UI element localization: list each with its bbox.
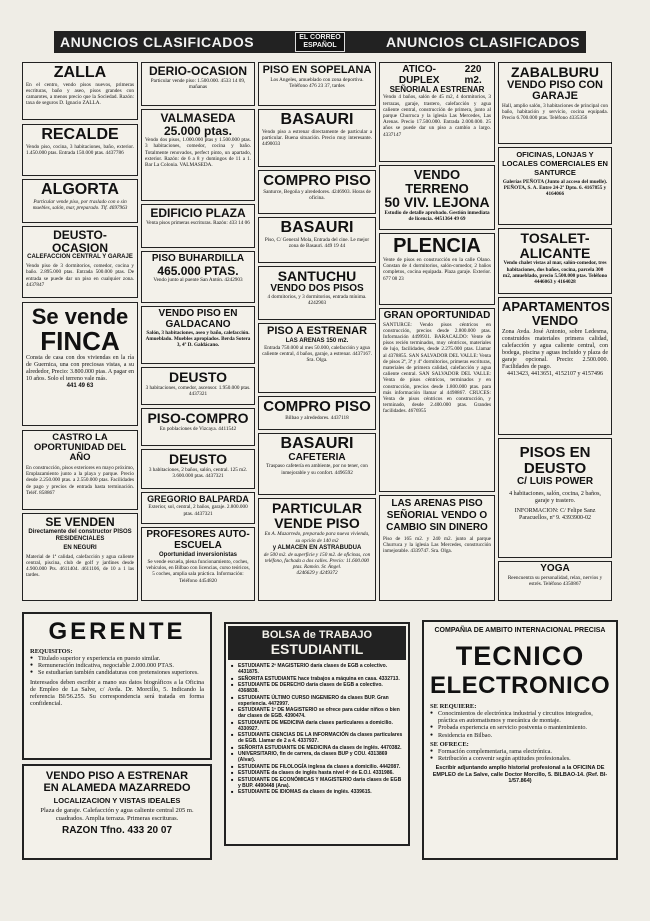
ad-subtitle: CALEFACCION CENTRAL Y GARAJE <box>27 254 133 261</box>
ad-title: DEUSTO-OCASION <box>51 228 108 255</box>
ad-body: Bilbao y alrededores. 4437118 <box>285 414 349 421</box>
ad-edificio-plaza <box>141 204 255 248</box>
ad-body: Vendo junto al puente San Antón. 4242903 <box>153 277 243 284</box>
ad-body: Reencuentra su personalidad, relax, nervios y estrés. Teléfono 4350867 <box>507 574 603 587</box>
ad-body: Los Angeles, amueblado con zona deportiva. Teléfono 476 23 37, tardes <box>270 76 364 89</box>
ad-title: BASAURI <box>280 219 354 236</box>
ad-req-label: REQUISITOS: <box>30 648 73 655</box>
ad-body: Piso de 165 m2. y 240 m2. junto al parque Churruca y la iglesia Las Mercedes, construcción inmejorable. 4339747. Sra. Olga. <box>383 536 491 555</box>
ad-title: TECNICO <box>455 641 585 671</box>
ad-compro-piso-2 <box>258 396 376 430</box>
list-item: ■ ESTUDIANTE ÚLTIMO CURSO INGENIERO da clases BUP. Gran experiencia. 4472997. <box>231 695 403 707</box>
ad-title: GRAN OPORTUNIDAD <box>383 310 491 321</box>
ad-particular <box>258 498 376 601</box>
ad-deusto-power <box>498 438 612 558</box>
ad-size: 220 m2. <box>464 64 482 86</box>
ad-algorta <box>22 179 138 223</box>
ad-title: VENDO PISO EN GALDACANO <box>158 308 238 330</box>
ad-subtitle: LAS ARENAS 150 m2. <box>285 337 349 344</box>
ad-body: Interesados deben escribir a mano sus datos biográficos a la Oficina de Empleo de La Salve, c/ Avda. Dr. Morcillo, 5. Indicando la referencia BI/56.255. Su correspondencia será tratada en forma confidencial. <box>30 678 204 708</box>
ad-phone: 4246629 y 4249372 <box>296 570 338 577</box>
ad-body: Escribir adjuntando amplio historial profesional a la OFICINA DE EMPLEO de La Salve, calle Doctor Morcillo, 5. BILBAO-14. (Ref. BI-1/57.864) <box>432 765 608 785</box>
ad-body: 4 dormitorios, y 3 dormitorios, entrada mínima. 4242903 <box>267 294 367 307</box>
ad-deusto-2 <box>141 449 255 489</box>
ad-body: 4 habitaciones, salón, cocina, 2 baños, garaje y trastero. <box>509 491 601 504</box>
ad-subtitle: CAFETERIA <box>288 451 346 463</box>
ad-subtitle: y ALMACEN EN ASTRABUDUA <box>272 544 362 551</box>
requirement-item: ● Probada experiencia en servicio postventa o mantenimiento. <box>430 724 610 731</box>
ad-buhardilla <box>141 251 255 303</box>
ad-body: 3 habitaciones, 2 baños, salón, central. 125 m2. 3.600.000 ptas. 4437321 <box>148 466 248 479</box>
list-item: ■ ESTUDIANTE 2º MAGISTERIO daría clases de EGB a colectivo. 4431875. <box>231 663 403 675</box>
ad-profesores <box>141 527 255 601</box>
ad-oficinas <box>498 147 612 225</box>
ad-body: Se vende escuela, plena funcionamiento, coches, vehículos, en Bilbao con licencias, curso teóricos, 5 coches, amplia sala práctica. Información: Teléfono 4454820 <box>146 559 250 584</box>
ad-body: Estudio de detalle aprobado. Gestión inmediata de licencia. 4451364 49 69 <box>384 209 490 223</box>
ad-title-row <box>383 65 491 86</box>
list-item: ■ UNIVERSITARIO, fin de carrera, da clases BUP y COU. 4313869 (Alvar). <box>231 751 403 763</box>
offer-item: ● Retribución a convenir según aptitudes profesionales. <box>430 755 610 762</box>
ad-body: Traspaso cafetería en ambiente, por no tener, con inmejorable y su confort. 4496592 <box>266 463 368 476</box>
ad-body: Vendo 4 baños, salón de 45 m2, 4 dormitorios, 3 terrazas, garaje, trastero, calefacción y agua caliente central, construcción de primera, junto al parque Churruca y la iglesia Las Mercedes, Las Arenas. Precio 17.500.000. Entrada 2.000.000. 25 años se puede dar un piso a cambio a largo. 4337147 <box>383 94 491 138</box>
list-item: ■ ESTUDIANTE DE MEDICINA daría clases particulares a domicilio. 4330927. <box>231 720 403 732</box>
ad-body: SANTURCE: Vendo pisos céntricos en construcción, precios desde 2.800.000 ptas. Información 4499931. BARACALDO: Vente de pisos recién terminados, muy céntricos, materiales de lujo, facilidades, desde 2.275.000 ptas. Llamar al 4378855. SAN SALVADOR DEL VALLE: Venta de pisos 2ª, 3ª y 4º dormitorios, primeras escrituras, materiales de primera calidad, calefacción y agua caliente central. SAN SALVADOR DEL VALLE: Venta de pisos céntricos, terminados y en construcción, precios desde 1.800.000 ptas. para más información llamar al 4498867. CRUCES: Venta de pisos céntricos en construcción, y terminado, desde 2.400.000 ptas. Grandes facilidades. 4676955 <box>383 321 491 415</box>
ad-zabalburu <box>498 62 612 144</box>
tecnico-offers <box>430 748 610 762</box>
offer-item: ● Formación complementaria, rama electrónica. <box>430 748 610 755</box>
ad-body: 3 habitaciones, comedor, ascensor. 1.950.000 ptas. 4437321 <box>145 384 251 397</box>
ad-price: 25.000 ptas. <box>163 123 233 138</box>
ad-title: ZABALBURU <box>511 64 599 80</box>
ad-body: En el centro, vendo pisos nuevos, primeras escrituras, baño y aseo, pisos grandes con camarotes, a menos precio que la Sociedad. Razón: taxa de seguros D. Ignacio ZALLA. <box>26 81 134 107</box>
ad-piso-estrenar <box>258 323 376 393</box>
ad-subtitle: LOCALIZACION Y VISTAS IDEALES <box>53 796 181 805</box>
ad-deusto-ocasion <box>22 226 138 298</box>
list-item: ■ SEÑORITA ESTUDIANTE hace trabajos a máquina en casa. 4332713. <box>231 676 403 682</box>
ad-title: DERIO-OCASION <box>148 64 247 78</box>
ad-title: DEUSTO <box>168 369 228 385</box>
ad-title: COMPRO PISO <box>263 398 371 415</box>
ad-subtitle: Oportunidad inversionistas <box>158 552 237 558</box>
ad-body: Vendo piso de 3 dormitorios, comedor, cocina y baño. 2.895.000 ptas. Entrada 500.000 ptas. De entrada se puede dar un piso en cualquier zona. 4437847 <box>26 263 134 288</box>
ad-terreno <box>379 165 495 230</box>
ad-subtitle: VENDO DOS PISOS <box>270 282 364 294</box>
ad-title: SE VENDEN <box>45 515 115 529</box>
ad-title-2: ESTUDIANTIL <box>270 641 364 657</box>
ad-derio <box>141 62 255 106</box>
ad-body: Salón, 3 habitaciones, aseo y baño, calefacción. Amueblado. Muebles apropiados. Berda Sotera 3, 4º D. Galdácano. <box>145 330 251 349</box>
ad-piso-compro <box>141 408 255 446</box>
ad-title: VENDO PISO A ESTRENAR <box>45 770 189 782</box>
ad-title: Se vende <box>31 304 129 329</box>
ad-subtitle: C/ LUIS POWER <box>516 475 594 487</box>
ad-gran-oportunidad <box>379 308 495 492</box>
ad-phone: RAZON Tfno. 433 20 07 <box>61 825 173 836</box>
ad-gregorio <box>141 492 255 524</box>
ad-body: Vendo chalet vistas al mar, salón-comedor, tres habitaciones, dos baños, cocina, parcela 300 m2, amueblado, precio 5.500.000 ptas. Teléfono 4446063 y 4164028 <box>502 260 608 285</box>
requirement-item: ● Residencia en Bilbao. <box>430 732 610 739</box>
list-item: ■ ESTUDIANTE DE ECONÓMICAS Y MAGISTERIO daría clases de EGB y BUP. 4490448 (Ana). <box>231 777 403 789</box>
tecnico-requirements <box>430 710 610 739</box>
ad-title: GERENTE <box>48 618 186 645</box>
list-item: ■ ESTUDIANTE DE IDIOMAS da clases de inglés. 4339615. <box>231 789 403 795</box>
ad-galdacano <box>141 306 255 364</box>
ad-title: RECALDE <box>41 126 119 143</box>
ad-subtitle: SEÑORIAL A ESTRENAR <box>389 85 485 94</box>
ad-body: Vendo piso a estrenar directamente de particular a particular. Buena situación. Precio muy interesante. 4490033 <box>262 128 372 148</box>
bolsa-list <box>231 663 403 795</box>
ad-offer-label: SE OFRECE: <box>430 740 469 748</box>
ad-gerente <box>22 612 212 760</box>
ad-title: COMPRO PISO <box>263 172 371 189</box>
ad-title: BOLSA de TRABAJO <box>261 629 373 641</box>
ad-body: En construcción, pisos exteriores en mayo próximo, Emplazamiento junto a la playa y parque. Precio desde 2.250.000 ptas. a 2.550.000 ptas. Facilidades de pago y precios de entrada hasta terminación. Teléf. 858867 <box>26 464 134 496</box>
ad-body: Exterior, sol, central, 2 baños, garaje. 2.800.000 ptas. 4437321 <box>148 504 248 517</box>
ad-tecnico <box>422 620 618 860</box>
list-item: ■ ESTUDIANTE 1º DE MAGISTERIO se ofrece para cuidar niños o bien dar clases de EGB. 4390474. <box>231 707 403 719</box>
ad-mazarredo <box>22 764 212 860</box>
requirement-item: ● Se estudiarían también candidaturas con pretensiones superiores. <box>30 669 204 676</box>
ad-body: Particular vende piso: 1.500.000. 4533 14 09, mañanas <box>150 77 246 90</box>
ad-title: SANTUCHU <box>277 268 357 284</box>
ad-body: Santurce, Begoña y alrededores. 4246903. Horas de oficina. <box>263 188 371 201</box>
ad-body: En poblaciones de Vizcaya. 4411542 <box>159 425 237 432</box>
ad-subtitle: VENDO PISO CON GARAJE <box>507 78 603 103</box>
gerente-requirements <box>30 655 204 677</box>
ad-title: ALGORTA <box>41 181 119 198</box>
ad-basauri-cafeteria <box>258 433 376 495</box>
ad-castro <box>22 430 138 510</box>
ad-title: VENDO TERRENO <box>405 167 469 196</box>
ad-title-2: EN ALAMEDA MAZARREDO <box>43 782 191 794</box>
ad-zalla <box>22 62 138 120</box>
ad-title-2: FINCA <box>40 326 120 357</box>
ad-body: Consta de casa con dos viviendas en la ría de Guernica, una con preciosas vistas, a su alrededor, Precio: 3.800.000 ptas. A pagar en 10 años. Solo el terreno vale más. <box>26 355 134 383</box>
ad-title: BASAURI <box>280 435 354 452</box>
ad-title: PISOS EN DEUSTO <box>519 444 591 477</box>
ad-body: Material de 1ª calidad, calefacción y agua caliente central, piscina, club de golf y jardines desde 4.900.000 Pts. 4611404. 4611106, de 10 a 1 las tardes. <box>26 553 134 579</box>
ad-subtitle: VENDO <box>531 312 579 328</box>
ad-body: Hall, amplio salón, 3 habitaciones de principal con baño, habitación y servicio, cocina equipada. Precio 6.700.000 ptas. Teléfono 4335356 <box>502 102 608 122</box>
requirement-item: ● Remuneración indicativa, negociable 2.000.000 PTAS. <box>30 662 204 669</box>
ad-title: PISO EN SOPELANA <box>262 64 372 76</box>
ad-body: Plaza de garaje. Calefacción y agua caliente central 205 m. cuadrados. Amplia terraza. Primeras escrituras. <box>40 807 194 822</box>
ad-title: PISO A ESTRENAR <box>266 325 368 337</box>
ad-las-arenas <box>379 495 495 601</box>
header-left-title: ANUNCIOS CLASIFICADOS <box>60 34 255 50</box>
list-item: ■ SEÑORITA ESTUDIANTE DE MEDICINA da clases de inglés. 4470382. <box>231 745 403 751</box>
ad-title: DEUSTO <box>168 451 228 467</box>
ad-title: ATICO-DUPLEX <box>398 64 440 86</box>
ad-title: ZALLA <box>53 64 107 81</box>
logo-line2: ESPAÑOL <box>303 42 337 49</box>
ad-phone: 441 49 63 <box>66 383 94 390</box>
ad-subtitle: Directamente del constructor PISOS RESIDENCIALES <box>28 528 132 542</box>
ad-body: Entrada 750.000 al mes 50.000, calefacción y agua caliente central, 4 baños, garaje, a estrenar. 4437167. Sra. Olga. <box>262 344 372 363</box>
ad-atico <box>379 62 495 162</box>
list-item: ■ ESTUDIANTE DE FILOLOGÍA inglesa da clases a domicilio. 4442087. <box>231 764 403 770</box>
ad-title: VALMASEDA <box>160 111 236 125</box>
newspaper-logo <box>295 32 345 52</box>
ad-title: PLENCIA <box>393 235 481 257</box>
ad-basauri-1 <box>258 109 376 167</box>
list-item: ■ ESTUDIANTE DE DERECHO daría clases de EGB a colectivo. 4368838. <box>231 682 403 694</box>
ad-title: EDIFICIO PLAZA <box>150 206 246 220</box>
ad-title: CASTRO LA OPORTUNIDAD DEL AÑO <box>33 432 127 463</box>
ad-title: YOGA <box>540 563 570 574</box>
ad-subtitle: 50 VIV. LEJONA <box>384 194 490 211</box>
ad-compro-piso-1 <box>258 170 376 214</box>
ad-title: OFICINAS, LONJAS Y LOCALES COMERCIALES EN SANTURCE <box>502 150 608 177</box>
ad-body: Particular vende piso, por traslado con o sin muebles, salón, mar, preparado. Tlf. 4697963 <box>32 198 128 211</box>
ad-recalde <box>22 124 138 176</box>
ad-title: LAS ARENAS PISO SEÑORIAL VENDO O CAMBIO SIN DINERO <box>386 498 488 533</box>
ad-title: PISO BUHARDILLA <box>151 253 245 264</box>
ad-price: 465.000 PTAS. <box>157 263 239 278</box>
ad-title: PISO-COMPRO <box>147 410 249 426</box>
ad-body: Zona Avda. José Antonio, sobre Ledesma, construidos materiales primera calidad, calefacción y agua caliente central, con bodega, piscina y aguas incluido y plaza de garaje opcional. Precio: 2.500.000. Facilidades de pago. <box>502 329 608 371</box>
classifieds-header <box>54 31 586 53</box>
header-right-title: ANUNCIOS CLASIFICADOS <box>385 34 580 50</box>
ad-title: BASAURI <box>280 111 354 128</box>
ad-phone: 4413423, 4413651, 4152107 y 4157496 <box>507 371 603 378</box>
ad-req-label: SE REQUIERE: <box>430 703 477 710</box>
ad-place: EN NEGURI <box>63 544 97 551</box>
ad-valmaseda <box>141 109 255 201</box>
ad-title: PROFESORES AUTO-ESCUELA <box>146 529 250 551</box>
ad-title: PARTICULAR VENDE PISO <box>272 500 362 531</box>
ad-finca <box>22 302 138 426</box>
ad-title-2: ELECTRONICO <box>430 672 611 699</box>
ad-se-venden <box>22 513 138 601</box>
list-item: ■ ESTUDIANTE da clases de inglés hasta nivel 4º de E.O.I. 4331986. <box>231 770 403 776</box>
ad-body: Venta pisos primeras escrituras. Razón: 433 14 06 <box>146 219 250 226</box>
ad-top-line: COMPAÑIA DE AMBITO INTERNACIONAL PRECISA <box>434 627 606 634</box>
ad-plencia <box>379 233 495 305</box>
ad-body: Vendo dos pisos, 1.000.000 ptas y 1.500.000 ptas. 3 habitaciones, comedor, cocina y baño. Totalmente renovados, perfect pinto, un apartado, exterior. Razón: de 6 a 8 y domingos de 11 a 1. Bar La Colonia. VALMASEDA. <box>145 137 251 168</box>
ad-info: INFORMACION: C/ Felipe Sanz Paracuellos, nº 9. 4393900-02 <box>514 508 596 521</box>
ad-santuchu <box>258 266 376 320</box>
ad-tosalet <box>498 228 612 294</box>
ad-deusto-1 <box>141 367 255 405</box>
ad-title: TOSALET-ALICANTE <box>519 230 591 261</box>
bolsa-title-bar <box>228 626 406 660</box>
ad-body: En A. Mazarredo, preparado para nueva vivienda, su opción de 140 m2 <box>264 531 370 544</box>
logo-line1: EL CORREO <box>299 34 341 41</box>
ad-body: Galerías PEÑOTA (Junto al acceso del muelle). PEÑOTA, S. A. Entre 24-2º Dpto. 6. 4167855 y 4164066 <box>502 179 608 198</box>
ad-basauri-2 <box>258 217 376 263</box>
ad-title: GREGORIO BALPARDA <box>147 494 249 504</box>
ad-body: Piso, C/ General Mola, Entrada del cine. Le mejor zona de Basauri. 449 19 44 <box>264 236 370 249</box>
ad-yoga <box>498 561 612 601</box>
ad-body: Vente de pisos en construcción en la calle Olano. Constan de 4 dormitorios, salón-comedor, 2 baños completos, cocina equipada. Plaza garaje. Exterior. 677 08 23 <box>383 257 491 282</box>
requirement-item: ● Conocimientos de electrónica industrial y circuitos integrados, práctica en automatismos y mecánica de montaje. <box>430 710 610 724</box>
ad-body-2: de 500 m2. de superficie y 150 m2. de oficinas, con teléfono, fachada a dos calles. Precio: 11.600.000 ptas. Ramón. Sr. Ángel. <box>263 551 371 571</box>
ad-body: Vendo piso, cocina, 3 habitaciones, baño, exterior. 1.450.000 ptas. Entrada 150.000 ptas. 4437786 <box>26 143 134 156</box>
ad-title: APARTAMENTOS <box>502 299 610 314</box>
requirement-item: ● Titulado superior y experiencia en puesto similar. <box>30 655 204 662</box>
ad-bolsa-trabajo <box>224 622 410 846</box>
list-item: ■ ESTUDIANTE CIENCIAS DE LA INFORMACIÓN da clases particulares de EGB. Llamar de 2 a 4. 4337937. <box>231 732 403 744</box>
ad-sopelana <box>258 62 376 106</box>
ad-apartamentos <box>498 297 612 435</box>
